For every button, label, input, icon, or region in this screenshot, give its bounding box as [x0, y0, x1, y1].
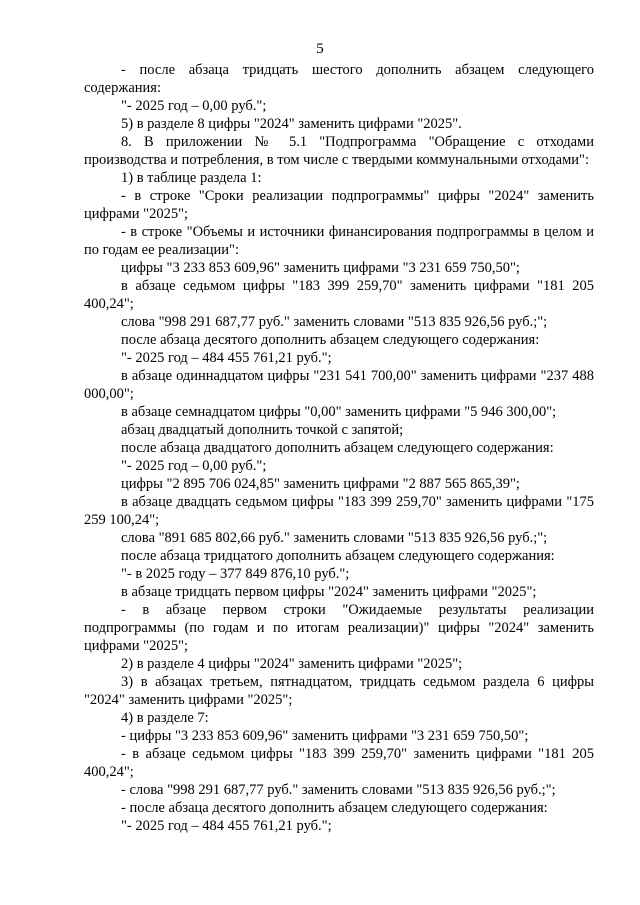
paragraph: в абзаце двадцать седьмом цифры "183 399 259,70" заменить цифрами "175 259 100,24";	[84, 494, 594, 528]
paragraph: "- 2025 год – 484 455 761,21 руб.";	[121, 818, 332, 834]
paragraph: - в строке "Объемы и источники финансирования подпрограммы в целом и по годам ее реализации":	[84, 224, 594, 258]
paragraph: после абзаца десятого дополнить абзацем следующего содержания:	[121, 332, 540, 348]
paragraph: после абзаца двадцатого дополнить абзацем следующего содержания:	[121, 440, 554, 456]
paragraph: "- 2025 год – 484 455 761,21 руб.";	[121, 350, 332, 366]
paragraph: цифры "3 233 853 609,96" заменить цифрами "3 231 659 750,50";	[121, 260, 520, 276]
paragraph: после абзаца тридцатого дополнить абзацем следующего содержания:	[121, 548, 555, 564]
paragraph: 8. В приложении № 5.1 "Подпрограмма "Обращение с отходами производства и потребления, в том числе с твердыми коммунальными отходами":	[84, 134, 594, 168]
paragraph: - после абзаца десятого дополнить абзацем следующего содержания:	[121, 800, 548, 816]
paragraph: 5) в разделе 8 цифры "2024" заменить цифрами "2025".	[121, 116, 462, 132]
paragraph: 1) в таблице раздела 1:	[121, 170, 262, 186]
paragraph: - слова "998 291 687,77 руб." заменить словами "513 835 926,56 руб.;";	[121, 782, 556, 798]
paragraph: - после абзаца тридцать шестого дополнить абзацем следующего содержания:	[84, 62, 594, 96]
paragraph: в абзаце седьмом цифры "183 399 259,70" заменить цифрами "181 205 400,24";	[84, 278, 594, 312]
paragraph: - в абзаце первом строки "Ожидаемые результаты реализации подпрограммы (по годам и по итогам реализации)" цифры "2024" заменить цифрами "2025";	[84, 602, 594, 654]
paragraph: "- 2025 год – 0,00 руб.";	[121, 98, 267, 114]
page-number: 5	[316, 41, 324, 57]
paragraph: 3) в абзацах третьем, пятнадцатом, тридцать седьмом раздела 6 цифры "2024" заменить цифрами "2025";	[84, 674, 594, 708]
paragraph: в абзаце одиннадцатом цифры "231 541 700,00" заменить цифрами "237 488 000,00";	[84, 368, 594, 402]
paragraph: абзац двадцатый дополнить точкой с запятой;	[121, 422, 404, 438]
paragraph: - цифры "3 233 853 609,96" заменить цифрами "3 231 659 750,50";	[121, 728, 529, 744]
paragraph: цифры "2 895 706 024,85" заменить цифрами "2 887 565 865,39";	[121, 476, 520, 492]
paragraph: в абзаце семнадцатом цифры "0,00" заменить цифрами "5 946 300,00";	[121, 404, 557, 420]
paragraph: "- 2025 год – 0,00 руб.";	[121, 458, 267, 474]
paragraph: слова "891 685 802,66 руб." заменить словами "513 835 926,56 руб.;";	[121, 530, 548, 546]
paragraph: - в строке "Сроки реализации подпрограммы" цифры "2024" заменить цифрами "2025";	[84, 188, 594, 222]
paragraph: 2) в разделе 4 цифры "2024" заменить цифрами "2025";	[121, 656, 463, 672]
paragraph: "- в 2025 году – 377 849 876,10 руб.";	[121, 566, 350, 582]
paragraph: в абзаце тридцать первом цифры "2024" заменить цифрами "2025";	[121, 584, 537, 600]
paragraph: слова "998 291 687,77 руб." заменить словами "513 835 926,56 руб.;";	[121, 314, 548, 330]
paragraph: - в абзаце седьмом цифры "183 399 259,70" заменить цифрами "181 205 400,24";	[84, 746, 594, 780]
document-body	[84, 61, 594, 835]
paragraph: 4) в разделе 7:	[121, 710, 209, 726]
